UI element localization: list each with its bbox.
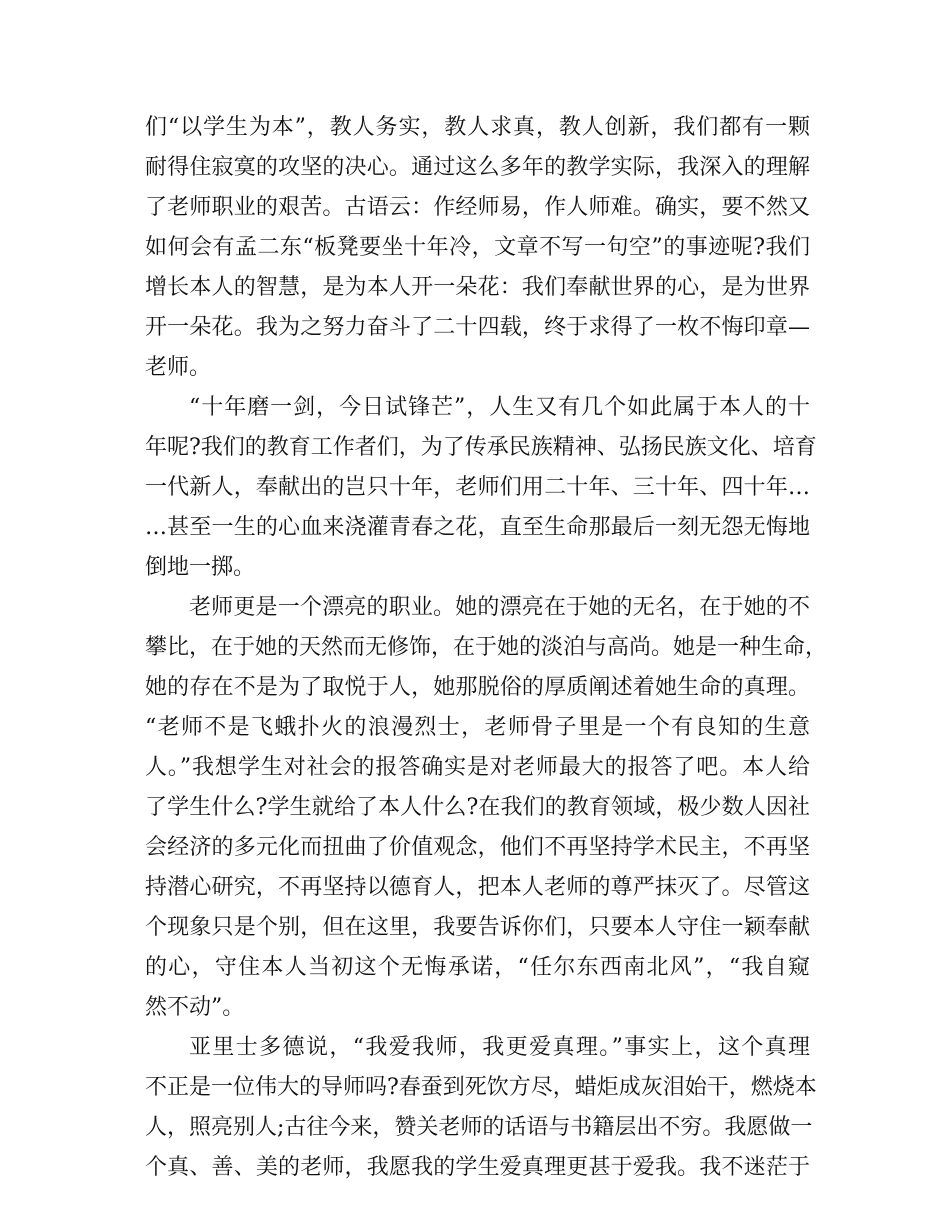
text-line: 如何会有孟二东“板凳要坐十年冷，文章不写一句空”的事迹呢?我们 — [145, 235, 810, 260]
text-line: 的心，守住本人当初这个无悔承诺，“任尔东西南北风”，“我自窥 — [145, 955, 810, 980]
text-line: 会经济的多元化而扭曲了价值观念，他们不再坚持学术民主，不再坚 — [145, 835, 810, 860]
text-line: 不正是一位伟大的导师吗?春蚕到死饮方尽，蜡炬成灰泪始干，燃烧本 — [145, 1075, 817, 1100]
text-line: 她的存在不是为了取悦于人，她那脱俗的厚质阐述着她生命的真理。 — [145, 675, 810, 700]
text-line: 增长本人的智慧，是为本人开一朵花：我们奉献世界的心，是为世界 — [145, 275, 810, 300]
text-line: 了老师职业的艰苦。古语云：作经师易，作人师难。确实，要不然又 — [145, 195, 810, 220]
text-line: 开一朵花。我为之努力奋斗了二十四载，终于求得了一枚不悔印章— — [145, 315, 810, 340]
paragraph-first-line: 亚里士多德说，“我爱我师，我更爱真理。”事实上，这个真理 — [189, 1035, 810, 1060]
text-line: 然不动”。 — [145, 995, 245, 1020]
text-line: 人。”我想学生对社会的报答确实是对老师最大的报答了吧。本人给 — [145, 755, 810, 780]
text-line: 个现象只是个别，但在这里，我要告诉你们，只要本人守住一颖奉献 — [145, 915, 810, 940]
paragraph-first-line: “十年磨一剑，今日试锋芒”，人生又有几个如此属于本人的十 — [189, 395, 810, 420]
text-line: 老师。 — [145, 355, 212, 380]
text-line: 个真、善、美的老师，我愿我的学生爱真理更甚于爱我。我不迷茫于 — [145, 1155, 810, 1180]
text-line: 了学生什么?学生就给了本人什么?在我们的教育领域，极少数人因社 — [145, 795, 810, 820]
text-line: 持潜心研究，不再坚持以德育人，把本人老师的尊严抹灭了。尽管这 — [145, 875, 810, 900]
text-line: 耐得住寂寞的攻坚的决心。通过这么多年的教学实际，我深入的理解 — [145, 155, 810, 180]
text-line: …甚至一生的心血来浇灌青春之花，直至生命那最后一刻无怨无悔地 — [145, 515, 810, 540]
text-line: 们“以学生为本”，教人务实，教人求真，教人创新，我们都有一颗 — [145, 115, 810, 140]
text-line: 年呢?我们的教育工作者们，为了传承民族精神、弘扬民族文化、培育 — [145, 435, 817, 460]
text-line: “老师不是飞蛾扑火的浪漫烈士，老师骨子里是一个有良知的生意 — [145, 715, 810, 740]
text-line: 一代新人，奉献出的岂只十年，老师们用二十年、三十年、四十年… — [145, 475, 810, 500]
paragraph-first-line: 老师更是一个漂亮的职业。她的漂亮在于她的无名，在于她的不 — [189, 595, 810, 620]
text-line: 攀比，在于她的天然而无修饰，在于她的淡泊与高尚。她是一种生命， — [145, 635, 828, 660]
text-line: 人，照亮别人;古往今来，赞关老师的话语与书籍层出不穷。我愿做一 — [145, 1115, 813, 1140]
text-line: 倒地一掷。 — [145, 555, 256, 580]
